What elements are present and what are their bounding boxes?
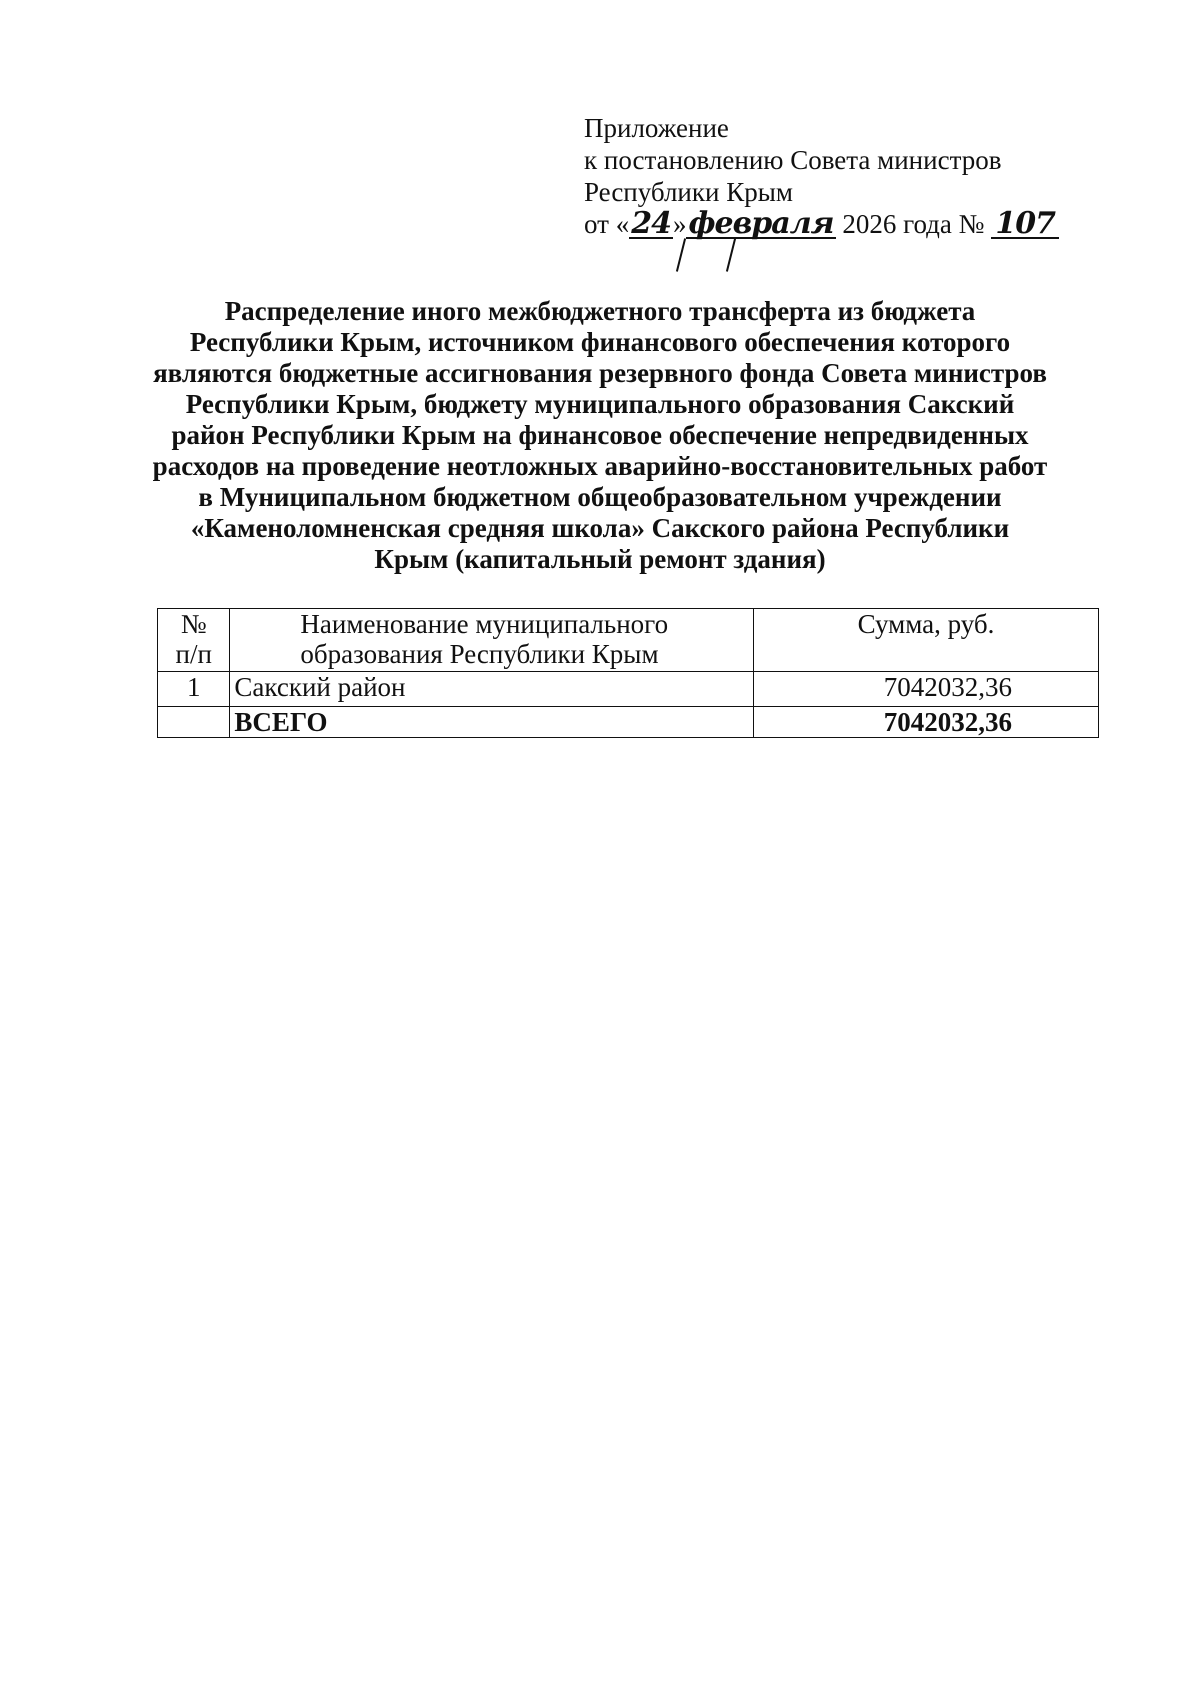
appendix-header bbox=[584, 112, 1144, 240]
row-num: 1 bbox=[158, 672, 230, 707]
handwritten-month: февраля bbox=[688, 206, 834, 241]
date-mid: » bbox=[672, 209, 687, 239]
title-line: «Каменоломненская средняя школа» Сакского района Республики bbox=[190, 513, 1010, 543]
header-num bbox=[158, 609, 230, 672]
header-name bbox=[230, 609, 754, 672]
title-line: район Республики Крым на финансовое обеспечение непредвиденных bbox=[171, 420, 1029, 450]
total-sum: 7042032,36 bbox=[753, 707, 1098, 738]
total-label: ВСЕГО bbox=[230, 707, 754, 738]
table-header-row bbox=[158, 609, 1099, 672]
title-line: расходов на проведение неотложных аварийно-восстановительных работ bbox=[152, 451, 1048, 481]
header-num-line: п/п bbox=[175, 639, 212, 669]
appendix-title: Приложение bbox=[584, 113, 729, 143]
title-line: являются бюджетные ассигнования резервного фонда Совета министров bbox=[153, 358, 1047, 388]
header-name-line: Наименование муниципального bbox=[300, 609, 669, 639]
handwritten-day: 24 bbox=[631, 206, 671, 241]
row-name: Сакский район bbox=[230, 672, 754, 707]
appendix-date-line bbox=[584, 208, 1144, 240]
handwriting-stroke bbox=[726, 238, 736, 271]
appendix-republic-line: Республики Крым bbox=[584, 177, 793, 207]
header-name-line: образования Республики Крым bbox=[300, 639, 659, 669]
title-line: Крым (капитальный ремонт здания) bbox=[374, 544, 826, 574]
document-title bbox=[140, 296, 1060, 575]
handwritten-doc-number: 107 bbox=[991, 211, 1059, 239]
header-sum: Сумма, руб. bbox=[753, 609, 1098, 672]
row-sum: 7042032,36 bbox=[753, 672, 1098, 707]
title-line: Республики Крым, источником финансового обеспечения которого bbox=[189, 327, 1011, 357]
title-line: Распределение иного межбюджетного трансферта из бюджета bbox=[224, 296, 976, 326]
title-line: в Муниципальном бюджетном общеобразовательном учреждении bbox=[198, 482, 1002, 512]
table-total-row bbox=[158, 707, 1099, 738]
date-suffix: 2026 года № bbox=[835, 209, 992, 239]
header-num-line: № bbox=[180, 609, 207, 639]
total-num bbox=[158, 707, 230, 738]
date-prefix: от « bbox=[584, 209, 630, 239]
handwriting-stroke bbox=[676, 238, 686, 271]
appendix-resolution-line: к постановлению Совета министров bbox=[584, 145, 1002, 175]
distribution-table bbox=[157, 608, 1099, 738]
title-line: Республики Крым, бюджету муниципального образования Сакский bbox=[185, 389, 1015, 419]
table-row bbox=[158, 672, 1099, 707]
